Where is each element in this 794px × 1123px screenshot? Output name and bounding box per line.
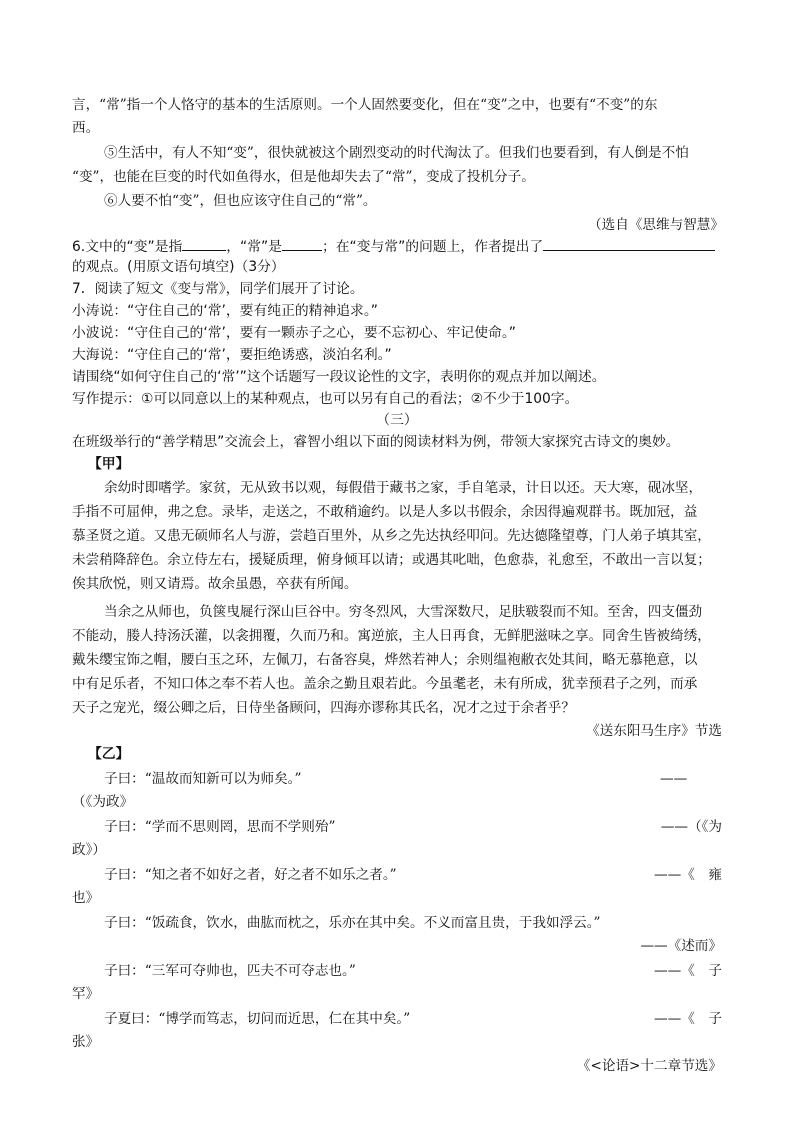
q7-xiaobo-quote: 小波说：“守住自己的‘常’，要有一颗赤子之心，要不忘初心、牢记使命。”: [72, 325, 516, 341]
question-6-line2: 的观点。(用原文语句填空)（3分）: [72, 259, 285, 275]
yi-quote-2-source: 政》）: [72, 842, 106, 858]
yi-quote-5: 子曰：“三军可夺帅也，匹夫不可夺志也。”: [104, 963, 356, 979]
q7-writing-prompt: 请围绕“如何守住自己的‘常’”这个话题写一段议论性的文字，表明你的观点并加以阐述。: [72, 369, 606, 385]
yi-quote-5-dash: ——《 子: [654, 963, 722, 979]
q6-blank-viewpoint[interactable]: [543, 236, 715, 251]
yi-source: 《<论语>十二章节选》: [576, 1058, 722, 1074]
section-3-intro: 在班级举行的“善学精思”交流会上，睿智小组以下面的阅读材料为例，带领大家探究古诗文的奥妙。: [72, 434, 680, 450]
passage-para4-line1: 言，“常”指一个人恪守的基本的生活原则。一个人固然要变化，但在“变”之中，也要有“不变”的东: [72, 97, 658, 113]
yi-quote-1-source: （《为政》: [72, 794, 134, 810]
yi-quote-2-dash: ——（《为: [660, 819, 722, 835]
q6-text-1: 6.文中的“变”是指: [72, 239, 183, 255]
q6-text-3: ；在“变与常”的问题上，作者提出了: [321, 239, 544, 255]
yi-quote-6-dash: ——《 子: [654, 1011, 722, 1027]
q7-xiaotao-quote: 小涛说：“守住自己的‘常’，要有纯正的精神追求。”: [72, 303, 378, 319]
passage-para5-line1: ⑤生活中，有人不知“变”，很快就被这个剧烈变动的时代淘汰了。但我们也要看到，有人倒是不怕: [104, 145, 689, 161]
passage-source: （选自《思维与智慧》: [588, 217, 724, 233]
q7-dahai-quote: 大海说：“守住自己的‘常’，要拒绝诱惑，淡泊名利。”: [72, 347, 392, 363]
q6-blank-bian[interactable]: [182, 236, 226, 251]
yi-quote-3: 子曰：“知之者不如好之者，好之者不如乐之者。”: [104, 867, 397, 883]
q6-text-2: ，“常”是: [226, 239, 282, 255]
jia-line-5: 俟其欣悦，则又请焉。故余虽愚，卒获有所闻。: [72, 576, 358, 592]
jia-line-8: 戴朱缨宝饰之帽，腰白玉之环，左佩刀，右备容臭，烨然若神人；余则缊袍敝衣处其间，略无慕艳意，以: [72, 652, 698, 668]
q7-writing-hint: 写作提示：①可以同意以上的某种观点，也可以另有自己的看法；②不少于100字。: [72, 391, 579, 407]
question-6-line1: [72, 236, 715, 256]
passage-para5-line2: “变”，也能在巨变的时代如鱼得水，但是他却失去了“常”，变成了投机分子。: [72, 169, 535, 185]
passage-para4-line2: 西。: [72, 120, 100, 136]
yi-quote-1-dash: ——: [660, 771, 688, 787]
jia-line-3: 慕圣贤之道。又患无硕师名人与游，尝趋百里外，从乡之先达执经叩问。先达德隆望尊，门人弟子填其室，: [72, 528, 711, 544]
jia-line-2: 手指不可屈伸，弗之怠。录毕，走送之，不敢稍逾约。以是人多以书假余，余因得遍观群书。既加冠，益: [72, 504, 698, 520]
yi-quote-6: 子夏曰：“博学而笃志，切问而近思，仁在其中矣。”: [104, 1011, 411, 1027]
yi-quote-2: 子曰：“学而不思则罔，思而不学则殆”: [104, 819, 336, 835]
jia-line-10: 天子之宠光，缀公卿之后，日侍坐备顾问，四海亦谬称其氏名，况才之过于余者乎？: [72, 700, 575, 716]
yi-quote-1: 子曰：“温故而知新可以为师矣。”: [104, 771, 302, 787]
q6-blank-chang[interactable]: [282, 236, 322, 251]
yi-quote-3-source: 也》: [72, 890, 100, 906]
passage-para6: ⑥人要不怕“变”，但也应该守住自己的“常”。: [104, 193, 377, 209]
yi-quote-6-source: 张》: [72, 1034, 100, 1050]
jia-line-7: 不能动，媵人持汤沃灌，以衾拥覆，久而乃和。寓逆旅，主人日再食，无鲜肥滋味之享。同舍生皆被绮绣，: [72, 628, 711, 644]
yi-quote-4-source: ——《述而》: [640, 938, 722, 954]
yi-quote-3-dash: ——《 雍: [654, 867, 722, 883]
yi-quote-5-source: 罕》: [72, 986, 100, 1002]
question-7-title: 7．阅读了短文《变与常》，同学们展开了讨论。: [72, 281, 364, 297]
yi-quote-4: 子曰：“饭疏食，饮水，曲肱而枕之，乐亦在其中矣。不义而富且贵，于我如浮云。”: [104, 915, 601, 931]
jia-line-1: 余幼时即嗜学。家贫，无从致书以观，每假借于藏书之家，手自笔录，计日以还。天大寒，砚冰坚，: [104, 480, 703, 496]
jia-source: 《送东阳马生序》节选: [586, 723, 722, 739]
section-3-heading: （三）: [376, 412, 418, 428]
passage-jia-label: 【甲】: [88, 456, 130, 472]
jia-line-4: 未尝稍降辞色。余立侍左右，援疑质理，俯身倾耳以请；或遇其叱咄，色愈恭，礼愈至，不敢出一言以复；: [72, 552, 711, 568]
jia-line-9: 中有足乐者，不知口体之奉不若人也。盖余之勤且艰若此。今虽耄老，未有所成，犹幸预君子之列，而承: [72, 676, 698, 692]
jia-line-6: 当余之从师也，负箧曳屣行深山巨谷中。穷冬烈风，大雪深数尺，足肤皲裂而不知。至舍，四支僵劲: [104, 604, 703, 620]
passage-yi-label: 【乙】: [88, 746, 130, 762]
